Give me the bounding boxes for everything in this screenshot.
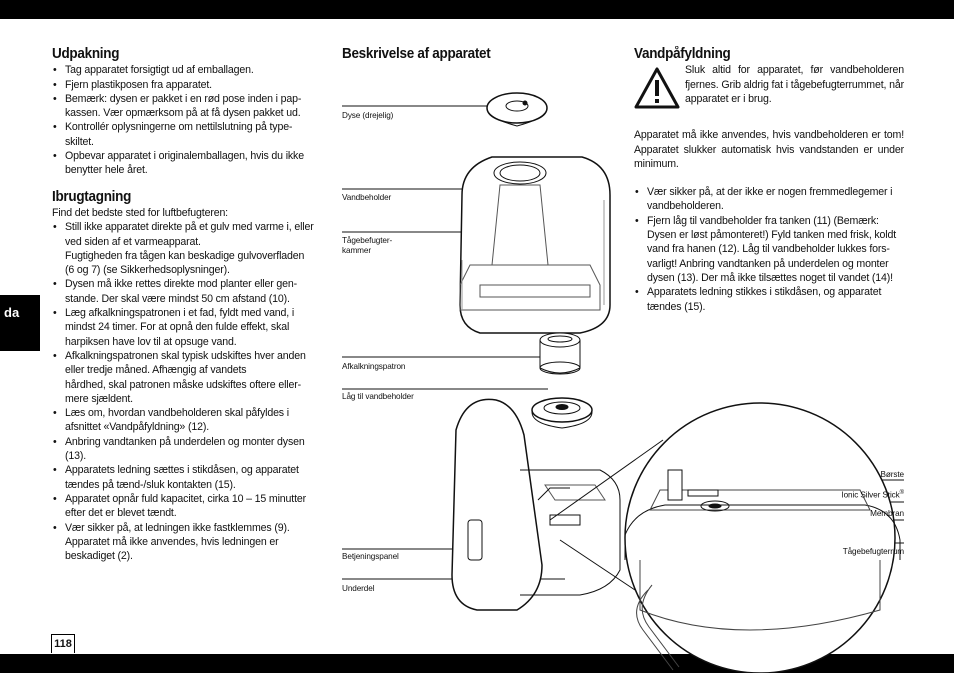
list-item: • Læg afkalkningspatronen i et fad, fyldt med vand, i mindst 24 timer. For at opnå den fulde effekt, skal harpiksen have lov til at opsuge vand. (52, 306, 314, 349)
label-dyse: Dyse (drejelig) (342, 111, 394, 120)
list-item: • Bemærk: dysen er pakket i en rød pose inden i pap-kassen. Vær opmærksom på at få dysen pakket ud. (52, 92, 314, 121)
label-membran: Membran (870, 509, 904, 518)
label-vandbeholder: Vandbeholder (342, 193, 392, 202)
ibrugtagning-intro: Find det bedste sted for luftbefugteren: (52, 206, 228, 219)
vandpafyldning-paragraph: Apparatet må ikke anvendes, hvis vandbeholderen er tom! Apparatet slukker automatisk hvis vandstanden er under minimum. (634, 129, 904, 170)
page-number: 118 (51, 634, 75, 653)
label-ionic-text: Ionic Silver Stick (841, 490, 900, 500)
list-item: • Apparatets ledning sættes i stikdåsen, og apparatet tændes på tænd-/sluk kontakten (15). (52, 463, 314, 492)
list-item: • Still ikke apparatet direkte på et gulv med varme i, eller ved siden af et varmeapparat. (52, 220, 314, 249)
list-item: • Apparatets ledning stikkes i stikdåsen, og apparatet tændes (15). (634, 285, 904, 314)
label-laag: Låg til vandbeholder (342, 392, 414, 401)
vandpafyldning-heading: Vandpåfyldning (634, 46, 731, 62)
warning-text: Sluk altid for apparatet, før vandbeholderen fjernes. Grib aldrig fat i tågebefugterrummet, når apparatet er i brug. (685, 64, 904, 105)
list-item: • Læs om, hvordan vandbeholderen skal påfyldes i afsnittet «Vandpåfyldning» (12). (52, 406, 314, 435)
list-item: • Dysen må ikke rettes direkte mod planter eller gen-stande. Der skal være mindst 50 cm afstand (10). (52, 277, 314, 306)
warning-icon (634, 67, 680, 109)
vandpafyldning-list (634, 185, 904, 314)
language-tab: da (0, 295, 40, 351)
list-item: • Vær sikker på, at ledningen ikke fastklemmes (9). Apparatet må ikke anvendes, hvis ledningen er beskadiget (2). (52, 521, 314, 564)
warning-block (634, 63, 904, 123)
beskrivelse-heading: Beskrivelse af apparatet (342, 46, 491, 62)
list-item-continuation: Fugtigheden fra tågen kan beskadige gulvoverfladen (6 og 7) (se Sikkerhedsoplysninger). (65, 249, 305, 277)
list-item: • Kontrollér oplysningerne om nettilslutning på type-skiltet. (52, 120, 314, 149)
list-item: • Fjern låg til vandbeholder fra tanken (11) (Bemærk: Dysen er løst påmonteret!) Fyld tanken med frisk, koldt vand fra hanen (12). Låg til vandbeholder lukkes fors-varligt! Anbring vandtanken på underdelen og monter dysen (13). Der må ikke tilsættes noget til vandet (14)! (634, 214, 904, 285)
column-right (634, 47, 904, 314)
label-ionic (794, 488, 904, 501)
label-afkalkningspatron: Afkalkningspatron (342, 362, 406, 371)
label-borste: Børste (880, 470, 904, 479)
label-tagebefugter-kammer: Tågebefugter-kammer (342, 236, 393, 255)
label-tagebefugterrum: Tågebefugterrum (842, 547, 904, 556)
udpakning-heading: Udpakning (52, 46, 120, 62)
label-underdel: Underdel (342, 584, 375, 593)
list-item: • Tag apparatet forsigtigt ud af emballagen. (52, 63, 314, 77)
list-item: • Opbevar apparatet i originalemballagen, hvis du ikke benytter hele året. (52, 149, 314, 178)
list-item: • Anbring vandtanken på underdelen og monter dysen (13). (52, 435, 314, 464)
list-item: • Apparatet opnår fuld kapacitet, cirka 10 – 15 minutter efter det er blevet tændt. (52, 492, 314, 521)
list-item: • Afkalkningspatronen skal typisk udskiftes hver anden eller tredje måned. Afhængig af vandets (52, 349, 314, 378)
list-item: • Fjern plastikposen fra apparatet. (52, 78, 314, 92)
list-item: • Vær sikker på, at der ikke er nogen fremmedlegemer i vandbeholderen. (634, 185, 904, 214)
registered-mark: ® (899, 490, 904, 496)
label-betjeningspanel: Betjeningspanel (342, 552, 399, 561)
list-item-continuation: hårdhed, skal patronen måske udskiftes oftere eller-mere sjældent. (65, 378, 301, 405)
ibrugtagning-heading: Ibrugtagning (52, 188, 132, 205)
